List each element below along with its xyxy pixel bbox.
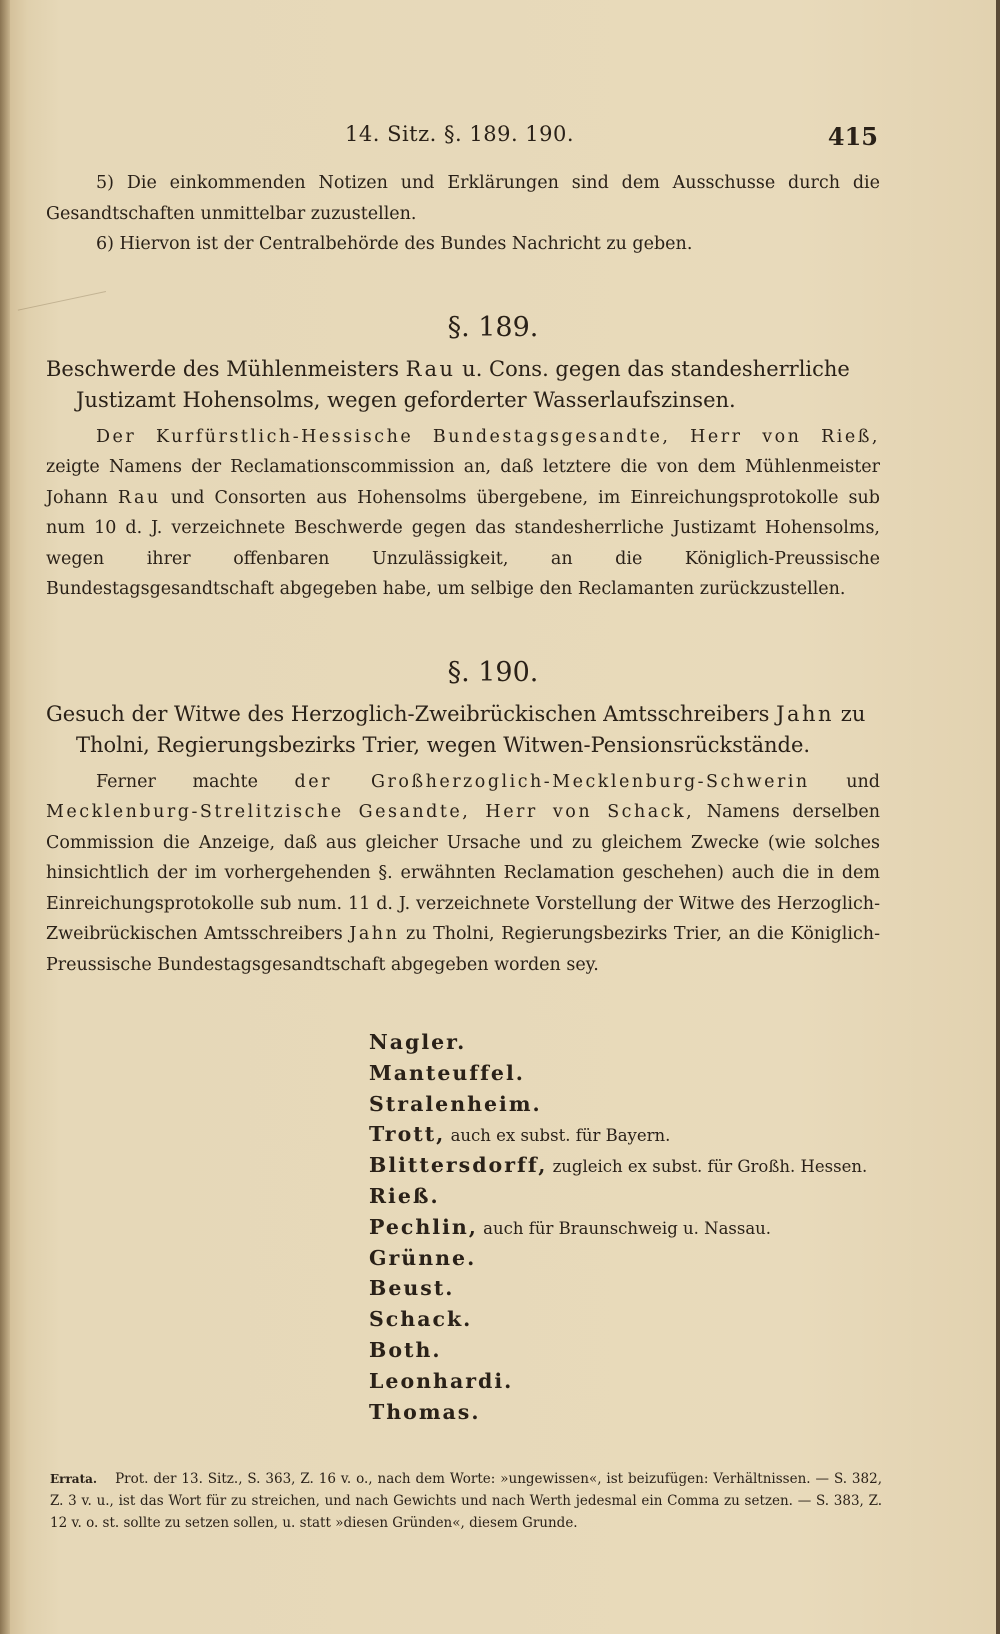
signature-line — [369, 1028, 880, 1059]
signature-name: Manteuffel. — [369, 1060, 525, 1085]
signature-line — [369, 1059, 880, 1090]
intro-item-6: 6) Hiervon ist der Centralbehörde des Bundes Nachricht zu geben. — [96, 234, 693, 254]
section-190-title-name: Jahn — [776, 701, 835, 726]
signature-note: zugleich ex subst. für Großh. Hessen. — [547, 1157, 868, 1177]
section-190-title-text: Gesuch der Witwe des Herzoglich-Zweibrückischen Amtsschreibers — [46, 701, 777, 726]
signature-line — [369, 1244, 880, 1275]
signature-note: auch ex subst. für Bayern. — [445, 1126, 671, 1146]
intro-item-5: 5) Die einkommenden Notizen und Erklärungen sind dem Ausschusse durch die Gesandtschaften unmittelbar zuzustellen. — [46, 173, 880, 224]
errata-text: Prot. der 13. Sitz., S. 363, Z. 16 v. o., nach dem Worte: »ungewissen«, ist beizufügen: Verhältnissen. — S. 382, Z. 3 v. u., ist das Wort für zu streichen, und nach Gewichts und nach Werth jedesmal ein Comma zu setzen. — S. 383, Z. 12 v. o. st. sollte zu setzen sollen, u. statt »diesen Gründen«, diesem Grunde. — [50, 1471, 882, 1531]
section-189-body-name: Rau — [117, 487, 161, 508]
signature-name: Thomas. — [369, 1399, 481, 1424]
section-190-body-text: Ferner machte — [96, 771, 295, 792]
errata-footnote — [50, 1468, 882, 1534]
section-190-number: §. 190. — [447, 656, 539, 688]
section-190-body-name: Jahn — [349, 924, 400, 944]
section-190-title — [46, 699, 880, 761]
section-190-envoy-2: Mecklenburg-Strelitzische Gesandte, Herr von Schack, — [46, 802, 695, 822]
section-190-title-text-2: zu Tholni, Regierungsbezirks Trier, wegen Witwen-Pensionsrückstände. — [76, 701, 866, 757]
page-number: 415 — [827, 122, 878, 151]
signature-line — [369, 1367, 880, 1398]
signature-line — [369, 1305, 880, 1336]
signature-name: Both. — [369, 1337, 442, 1362]
running-head: 14. Sitz. §. 189. 190. — [345, 122, 575, 146]
section-189-number: §. 189. — [447, 311, 539, 343]
page-content — [46, 168, 880, 1428]
signature-list — [369, 1028, 880, 1428]
signature-name: Rieß. — [369, 1183, 440, 1208]
signature-line — [369, 1398, 880, 1429]
section-190-body — [46, 767, 880, 981]
section-190-body-text-2: und — [809, 771, 880, 792]
signature-name: Nagler. — [369, 1030, 467, 1054]
signature-line — [369, 1274, 880, 1305]
signature-line — [369, 1090, 880, 1121]
signature-line — [369, 1120, 880, 1151]
signature-line — [369, 1182, 880, 1213]
signature-name: Blittersdorff, — [369, 1153, 548, 1178]
signature-line — [369, 1336, 880, 1367]
signature-note: auch für Braunschweig u. Nassau. — [477, 1218, 772, 1238]
section-189-body — [46, 422, 880, 605]
signature-name: Leonhardi. — [369, 1368, 514, 1393]
section-189-envoy: Der Kurfürstlich-Hessische Bundestagsgesandte, Herr von Rieß, — [96, 426, 880, 447]
signature-line — [369, 1151, 880, 1182]
signature-name: Trott, — [369, 1122, 446, 1147]
signature-name: Grünne. — [369, 1245, 477, 1270]
page-binding-shadow — [0, 0, 10, 1634]
errata-label: Errata. — [50, 1472, 98, 1486]
section-189-body-text-2: und Consorten aus Hohensolms übergebene, im Einreichungsprotokolle sub num 10 d. J. verzeichnete Beschwerde gegen das standesherrliche Justizamt Hohensolms, wegen ihrer offenbaren Unzulässigkeit, an die Königlich-Preussische Bundestagsgesandtschaft abgegeben habe, um selbige den Reclamanten zurückzustellen. — [46, 487, 880, 599]
section-189-title-text: Beschwerde des Mühlenmeisters — [46, 356, 406, 381]
section-190-envoy-1: der Großherzoglich-Mecklenburg-Schwerin — [294, 771, 810, 792]
section-189-title — [46, 354, 880, 416]
signature-name: Pechlin, — [369, 1214, 478, 1239]
section-189-title-name: Rau — [405, 356, 456, 381]
signature-line — [369, 1213, 880, 1244]
page-header — [0, 122, 996, 156]
signature-name: Beust. — [369, 1276, 455, 1301]
section-189-title-text-2: u. Cons. gegen das standesherrliche Justizamt Hohensolms, wegen geforderter Wasserlaufszinsen. — [76, 356, 850, 412]
section-190-body-text-3: Namens derselben Commission die Anzeige, daß aus gleicher Ursache und zu gleichem Zwecke (wie solches hinsichtlich der im vorhergehenden §. erwähnten Reclamation geschehen) auch die in dem Einreichungsprotokolle sub num. 11 d. J. verzeichnete Vorstellung der Witwe des Herzoglich-Zweibrückischen Amtsschreibers — [46, 802, 881, 944]
signature-name: Schack. — [369, 1307, 473, 1332]
signature-name: Stralenheim. — [369, 1091, 542, 1116]
section-189-body-text: zeigte Namens der Reclamationscommission an, daß letztere die von dem Mühlenmeister Johann — [46, 457, 880, 508]
section-190-body-text-4: zu Tholni, Regierungsbezirks Trier, an die Königlich-Preussische Bundestagsgesandtschaft abgegeben worden sey. — [46, 924, 880, 975]
